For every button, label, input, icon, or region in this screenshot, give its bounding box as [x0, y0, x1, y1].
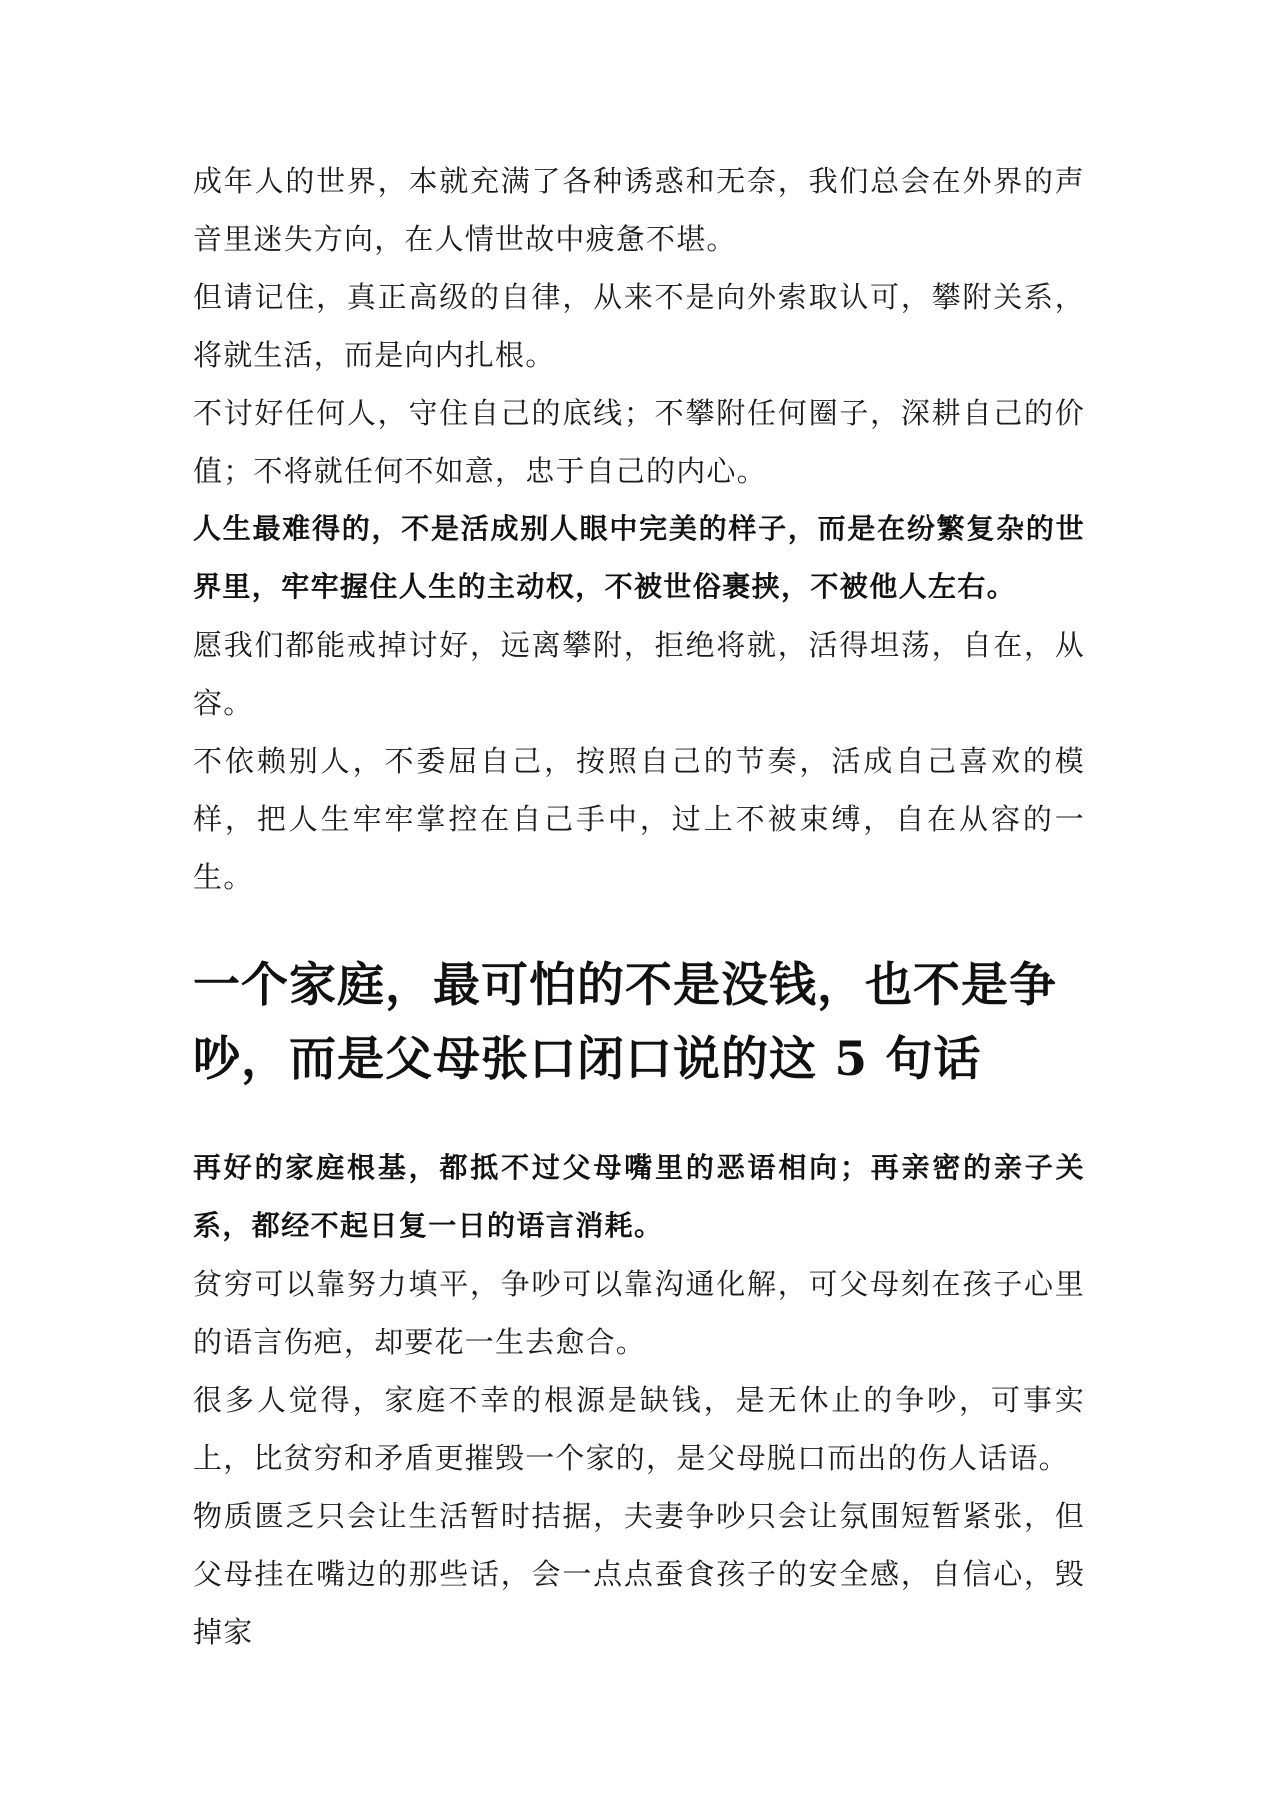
bold-paragraph: 人生最难得的，不是活成别人眼中完美的样子，而是在纷繁复杂的世界里，牢牢握住人生的主动权，不被世俗裹挟，不被他人左右。	[193, 512, 1085, 603]
paragraph: 成年人的世界，本就充满了各种诱惑和无奈，我们总会在外界的声音里迷失方向，在人情世故中疲惫不堪。	[193, 164, 1085, 256]
paragraph: 不讨好任何人，守住自己的底线；不攀附任何圈子，深耕自己的价值；不将就任何不如意，忠于自己的内心。	[193, 396, 1085, 488]
paragraph: 不依赖别人，不委屈自己，按照自己的节奏，活成自己喜欢的模样，把人生牢牢掌控在自己手中，过上不被束缚，自在从容的一生。	[193, 744, 1085, 894]
paragraph: 物质匮乏只会让生活暂时拮据，夫妻争吵只会让氛围短暂紧张，但父母挂在嘴边的那些话，会一点点蚕食孩子的安全感，自信心，毁掉家	[193, 1499, 1085, 1649]
article-title: 一个家庭，最可怕的不是没钱，也不是争吵，而是父母张口闭口说的这 5 句话	[193, 958, 1057, 1087]
paragraph: 但请记住，真正高级的自律，从来不是向外索取认可，攀附关系，将就生活，而是向内扎根。	[193, 280, 1085, 372]
paragraph: 贫穷可以靠努力填平，争吵可以靠沟通化解，可父母刻在孩子心里的语言伤疤，却要花一生去愈合。	[193, 1267, 1085, 1359]
paragraph: 愿我们都能戒掉讨好，远离攀附，拒绝将就，活得坦荡，自在，从容。	[193, 628, 1085, 720]
bold-paragraph: 再好的家庭根基，都抵不过父母嘴里的恶语相向；再亲密的亲子关系，都经不起日复一日的语言消耗。	[193, 1151, 1085, 1242]
paragraph: 很多人觉得，家庭不幸的根源是缺钱，是无休止的争吵，可事实上，比贫穷和矛盾更摧毁一个家的，是父母脱口而出的伤人话语。	[193, 1383, 1085, 1475]
document-body	[193, 152, 1085, 1661]
